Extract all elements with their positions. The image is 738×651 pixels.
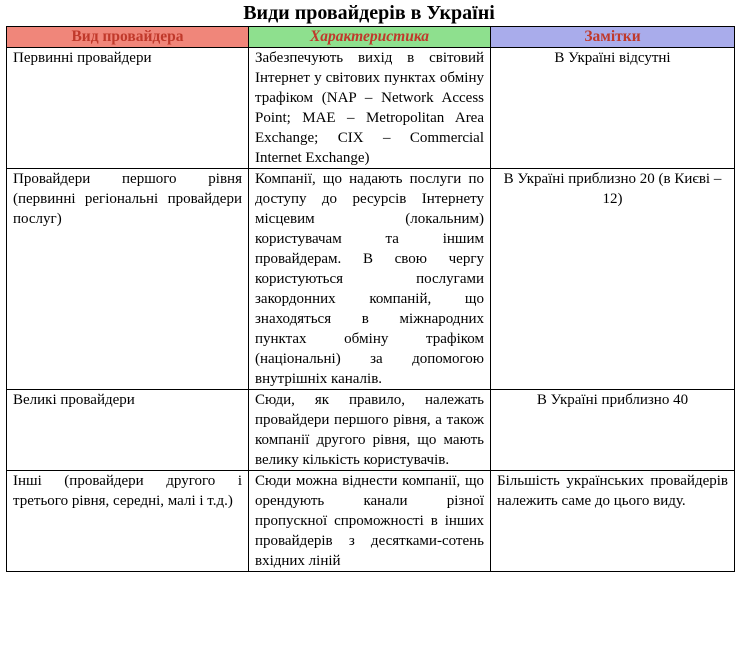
table-header-row	[7, 27, 735, 48]
page-title: Види провайдерів в Україні	[243, 2, 495, 24]
cell-characteristic: Забезпечують вихід в світовий Інтернет у світових пунктах обміну трафіком (NAP – Network Access Point; MAE – Metropolitan Area Exchange; CIX – Commercial Internet Exchange)	[249, 48, 491, 169]
table-row	[7, 390, 735, 471]
table-row	[7, 48, 735, 169]
notes-text: В Україні приблизно 20 (в Києві – 12)	[503, 171, 722, 207]
cell-characteristic: Компанії, що надають послуги по доступу до ресурсів Інтернету місцевим (локальним) користувачам та іншим провайдерам. В свою чергу користуються послугами закордонних компаній, що знаходяться в міжнародних пунктах обміну трафіком (національні) за допомогою внутрішніх каналів.	[249, 169, 491, 390]
header-characteristic: Характеристика	[249, 27, 491, 48]
table-row	[7, 169, 735, 390]
header-provider-type: Вид провайдера	[7, 27, 249, 48]
cell-characteristic: Сюди, як правило, належать провайдери першого рівня, а також компанії другого рівня, що мають велику кількість користувачів.	[249, 390, 491, 471]
table-row	[7, 471, 735, 572]
cell-provider-type: Первинні провайдери	[7, 48, 249, 169]
cell-provider-type: Провайдери першого рівня (первинні регіональні провайдери послуг)	[7, 169, 249, 390]
cell-characteristic: Сюди можна віднести компанії, що орендують канали різної пропускної спроможності в інших провайдерів з десятками-сотень вхідних ліній	[249, 471, 491, 572]
providers-table	[6, 26, 735, 572]
cell-notes: В Україні приблизно 40	[491, 390, 735, 471]
cell-notes: Більшість українських провайдерів належить саме до цього виду.	[491, 471, 735, 572]
cell-notes: В Україні відсутні	[491, 48, 735, 169]
header-notes: Замітки	[491, 27, 735, 48]
cell-provider-type: Великі провайдери	[7, 390, 249, 471]
cell-notes	[491, 169, 735, 390]
cell-provider-type: Інші (провайдери другого і третього рівня, середні, малі і т.д.)	[7, 471, 249, 572]
